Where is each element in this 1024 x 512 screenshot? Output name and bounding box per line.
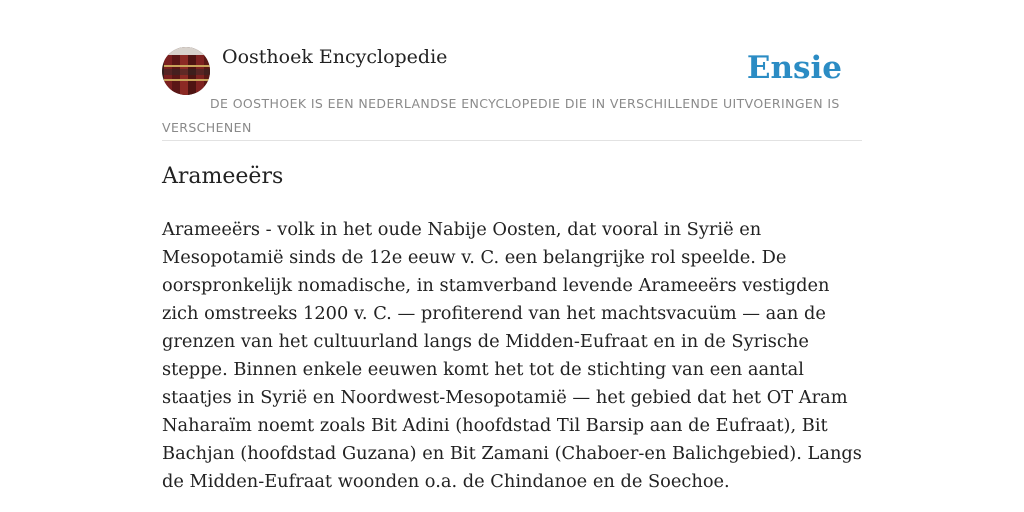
site-header (162, 44, 862, 141)
site-tagline: DE OOSTHOEK IS EEN NEDERLANDSE ENCYCLOPEDIE DIE IN VERSCHILLENDE UITVOERINGEN IS VERSCHENEN (162, 96, 840, 135)
site-title[interactable]: Oosthoek Encyclopedie (222, 46, 448, 68)
article-title: Arameeërs (162, 164, 284, 189)
book-spines-icon[interactable] (162, 47, 210, 95)
article-body: Arameeërs - volk in het oude Nabije Oosten, dat vooral in Syrië en Mesopotamië sinds de 12e eeuw v. C. een belangrijke rol speelde. De oorspronkelijk nomadische, in stamverband levende Arameeërs vestigden zich omstreeks 1200 v. C. — profiterend van het machtsvacuüm — aan de grenzen van het cultuurland langs de Midden-Eufraat en in de Syrische steppe. Binnen enkele eeuwen komt het tot de stichting van een aantal staatjes in Syrië en Noordwest-Mesopotamië — het gebied dat het OT Aram Naharaïm noemt zoals Bit Adini (hoofdstad Til Barsip aan de Eufraat), Bit Bachjan (hoofdstad Guzana) en Bit Zamani (Chaboer-en Balichgebied). Langs de Midden-Eufraat woonden o.a. de Chindanoe en de Soechoe. (162, 219, 862, 492)
brand-logo[interactable]: Ensie (746, 50, 842, 86)
